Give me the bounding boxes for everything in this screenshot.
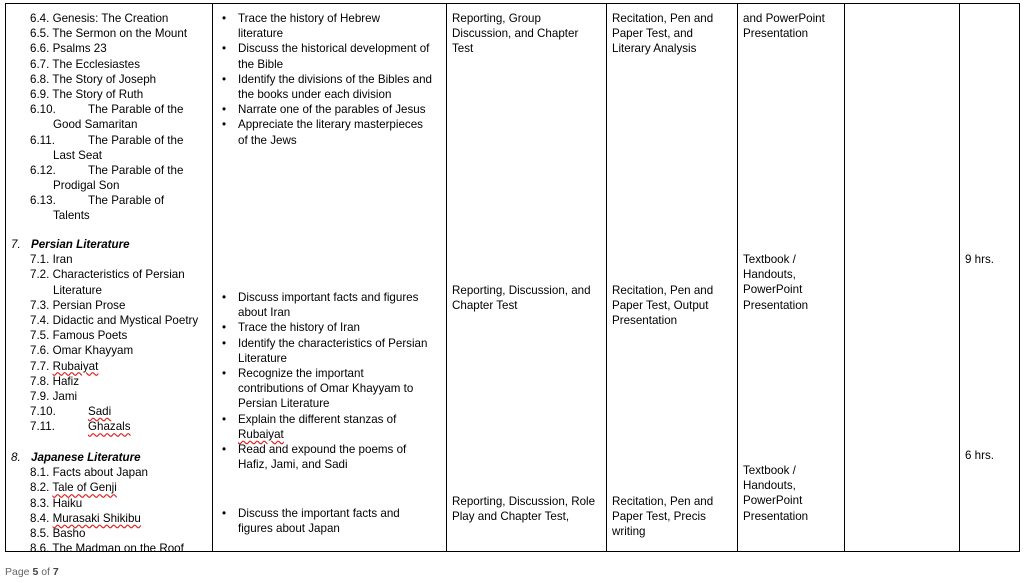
persian-hours: 9 hrs. [965,253,994,266]
list-item: 6.12. The Parable of the [30,163,184,177]
list-item: • Discuss the historical development of the Bible [218,41,442,71]
list-item: • Narrate one of the parables of Jesus [218,102,442,117]
table-row [6,4,1020,552]
list-item: 6.13. The Parable of [30,194,165,208]
bible-topics-list [11,11,208,224]
persian-resources: Textbook / Handouts, PowerPoint Presentation [743,253,809,312]
list-item: 8.5. Basho [30,526,86,540]
list-item: 6.10. The Parable of the [30,103,184,117]
list-item: 7.8. Hafiz [30,374,79,388]
list-item-continuation: Good Samaritan [53,118,138,132]
list-item: 7.1. Iran [30,253,73,267]
persian-assessment: Recitation, Pen and Paper Test, Output Presentation [612,284,714,328]
japanese-objectives-list [218,506,442,536]
list-item: • Identify the characteristics of Persian Literature [218,336,442,366]
list-item: 6.11. The Parable of the [30,133,184,147]
list-item: • Trace the history of Hebrew literature [218,11,442,41]
bible-resources: and PowerPoint Presentation [743,12,825,41]
empty-cell [845,4,960,552]
topics-cell [6,4,213,556]
list-item: • Identify the divisions of the Bibles and the books under each division [218,72,442,102]
list-item: 8.6. The Madman on the Roof [30,542,184,556]
assessment-cell [607,4,738,552]
list-item: 7.6. Omar Khayyam [30,344,134,358]
list-item: • Discuss important facts and figures about Iran [218,290,442,320]
list-item: 7.3. Persian Prose [30,298,126,312]
page-number: Page 5 of 7 [5,566,59,578]
resources-cell [738,4,845,552]
list-item: 7.2. Characteristics of Persian [30,268,185,282]
bible-objectives-list [218,11,442,148]
japanese-hours: 6 hrs. [965,449,994,462]
list-item: 6.6. Psalms 23 [30,42,107,56]
list-item: 6.8. The Story of Joseph [30,72,157,86]
list-item: 6.9. The Story of Ruth [30,87,144,101]
list-item: 7.9. Jami [30,389,78,403]
time-allotment-cell [960,4,1020,552]
japanese-assessment: Recitation, Pen and Paper Test, Precis writing [612,495,714,539]
list-item: • Explain the different stanzas of Rubaiyat [218,412,442,442]
list-item: 6.7. The Ecclesiastes [30,57,140,71]
list-item: • Trace the history of Iran [218,320,442,335]
list-item-continuation: Last Seat [53,148,102,162]
list-item: • Appreciate the literary masterpieces of the Jews [218,117,442,147]
list-item: 8.3. Haiku [30,496,83,510]
syllabus-table [5,3,1020,556]
list-item: 6.5. The Sermon on the Mount [30,27,188,41]
bible-assessment: Recitation, Pen and Paper Test, and Literary Analysis [612,12,714,56]
japanese-resources: Textbook / Handouts, PowerPoint Presentation [743,464,809,523]
list-item: 7.10. Sadi [30,405,112,419]
japanese-strategies: Reporting, Discussion, Role Play and Chapter Test, [452,495,596,524]
list-item-continuation: Prodigal Son [53,179,120,193]
persian-objectives-list [218,290,442,472]
list-item: 7.11. Ghazals [30,420,131,434]
bible-strategies: Reporting, Group Discussion, and Chapter Test [452,12,579,56]
list-item-continuation: Talents [53,209,90,223]
list-item: • Read and expound the poems of Hafiz, Jami, and Sadi [218,442,442,472]
section-heading-japanese: 8. Japanese Literature [11,451,141,464]
list-item: 7.7. Rubaiyat [30,359,99,373]
list-item: 8.4. Murasaki Shikibu [30,511,141,525]
list-item: 6.4. Genesis: The Creation [30,12,169,25]
section-heading-persian: 7. Persian Literature [11,238,130,251]
strategies-cell [447,4,607,552]
list-item: 7.4. Didactic and Mystical Poetry [30,313,199,327]
persian-strategies: Reporting, Discussion, and Chapter Test [452,284,591,313]
objectives-cell [213,4,447,552]
list-item: 7.5. Famous Poets [30,329,128,343]
list-item-continuation: Literature [53,283,102,297]
list-item: • Discuss the important facts and figures about Japan [218,506,442,536]
list-item: • Recognize the important contributions of Omar Khayyam to Persian Literature [218,366,442,412]
persian-topics-list [11,237,208,434]
list-item: 8.2. Tale of Genji [30,481,117,495]
japanese-topics-list [11,450,208,556]
list-item: 8.1. Facts about Japan [30,466,148,480]
